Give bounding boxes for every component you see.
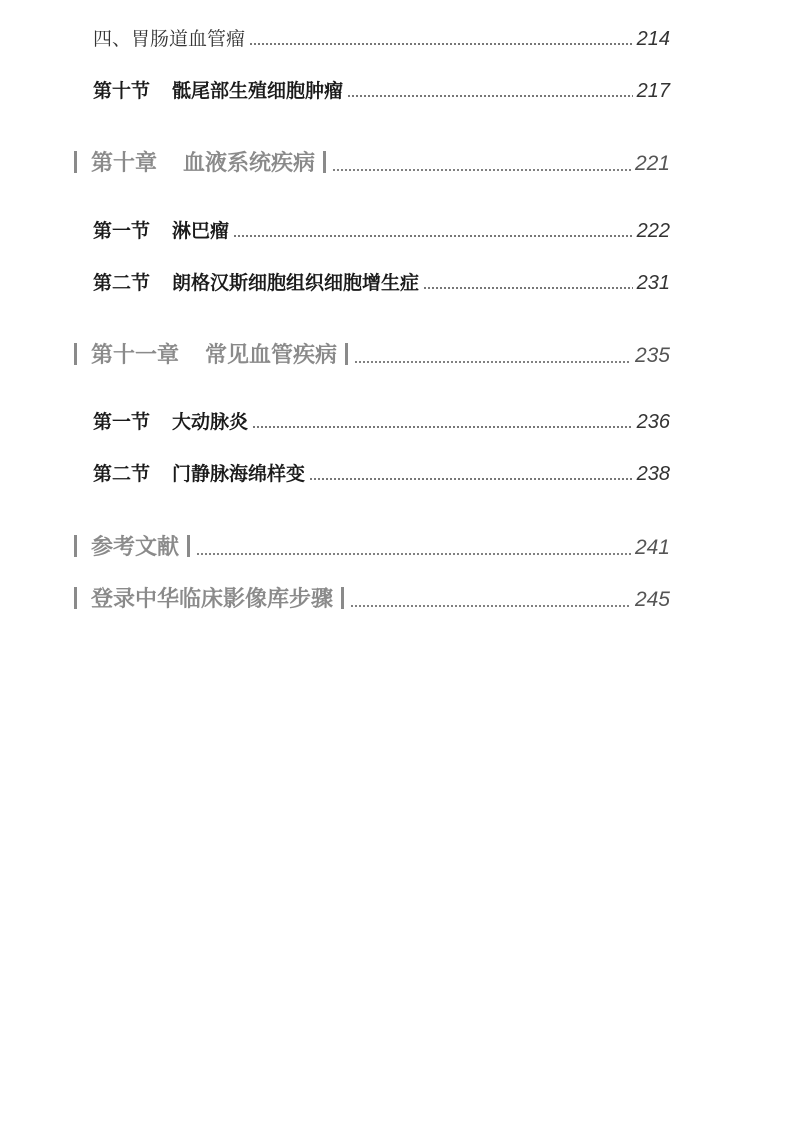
chapter-bar-left	[74, 587, 77, 609]
chapter-bar-left	[74, 151, 77, 173]
dot-leader	[233, 235, 633, 237]
page-number: 245	[634, 588, 670, 611]
chapter-number: 第十章	[91, 150, 158, 176]
dot-leader	[252, 426, 633, 428]
chapter-title: 参考文献	[91, 535, 180, 560]
page-number: 222	[636, 220, 670, 242]
page-number: 235	[634, 344, 670, 367]
entry-title: 大动脉炎	[172, 411, 249, 433]
entry-title: 门静脉海绵样变	[172, 463, 306, 485]
toc-references[interactable]	[74, 530, 670, 561]
page-number: 217	[636, 80, 670, 102]
page-number: 238	[636, 463, 670, 485]
chapter-bar-right	[187, 535, 190, 557]
dot-leader	[249, 43, 633, 45]
chapter-number: 第十一章	[91, 342, 180, 368]
toc-chapter-11[interactable]	[74, 338, 670, 369]
page-number: 231	[636, 272, 670, 294]
toc-entry-lymphoma[interactable]	[93, 216, 670, 243]
dot-leader	[347, 95, 633, 97]
entry-title: 淋巴瘤	[172, 220, 230, 242]
dot-leader	[309, 478, 633, 480]
dot-leader	[423, 287, 633, 289]
chapter-bar-right	[323, 151, 326, 173]
entry-title: 骶尾部生殖细胞肿瘤	[172, 80, 344, 102]
dot-leader	[332, 169, 631, 171]
entry-title: 朗格汉斯细胞组织细胞增生症	[172, 272, 420, 294]
section-number: 第十节	[93, 80, 151, 102]
chapter-title: 血液系统疾病	[183, 150, 316, 176]
toc-entry-takayasu[interactable]	[93, 407, 670, 434]
chapter-bar-left	[74, 343, 77, 365]
section-number: 第二节	[93, 463, 151, 485]
dot-leader	[354, 361, 631, 363]
section-number: 第一节	[93, 220, 151, 242]
page-number: 241	[634, 536, 670, 559]
chapter-title: 登录中华临床影像库步骤	[91, 587, 334, 612]
page-number: 214	[636, 28, 670, 50]
chapter-bar-right	[345, 343, 348, 365]
page-number: 221	[634, 152, 670, 175]
chapter-bar-right	[341, 587, 344, 609]
chapter-bar-left	[74, 535, 77, 557]
section-number: 第二节	[93, 272, 151, 294]
entry-title: 四、胃肠道血管瘤	[93, 28, 246, 50]
toc-chapter-10[interactable]	[74, 146, 670, 177]
toc-entry-cavernous-transformation[interactable]	[93, 459, 670, 486]
toc-login-steps[interactable]	[74, 582, 670, 613]
page-number: 236	[636, 411, 670, 433]
toc-entry-lch[interactable]	[93, 268, 670, 295]
dot-leader	[350, 605, 631, 607]
toc-entry-gi-hemangioma[interactable]	[93, 24, 670, 51]
section-number: 第一节	[93, 411, 151, 433]
toc-entry-section-10[interactable]	[93, 76, 670, 103]
dot-leader	[196, 553, 631, 555]
chapter-title: 常见血管疾病	[205, 342, 338, 368]
